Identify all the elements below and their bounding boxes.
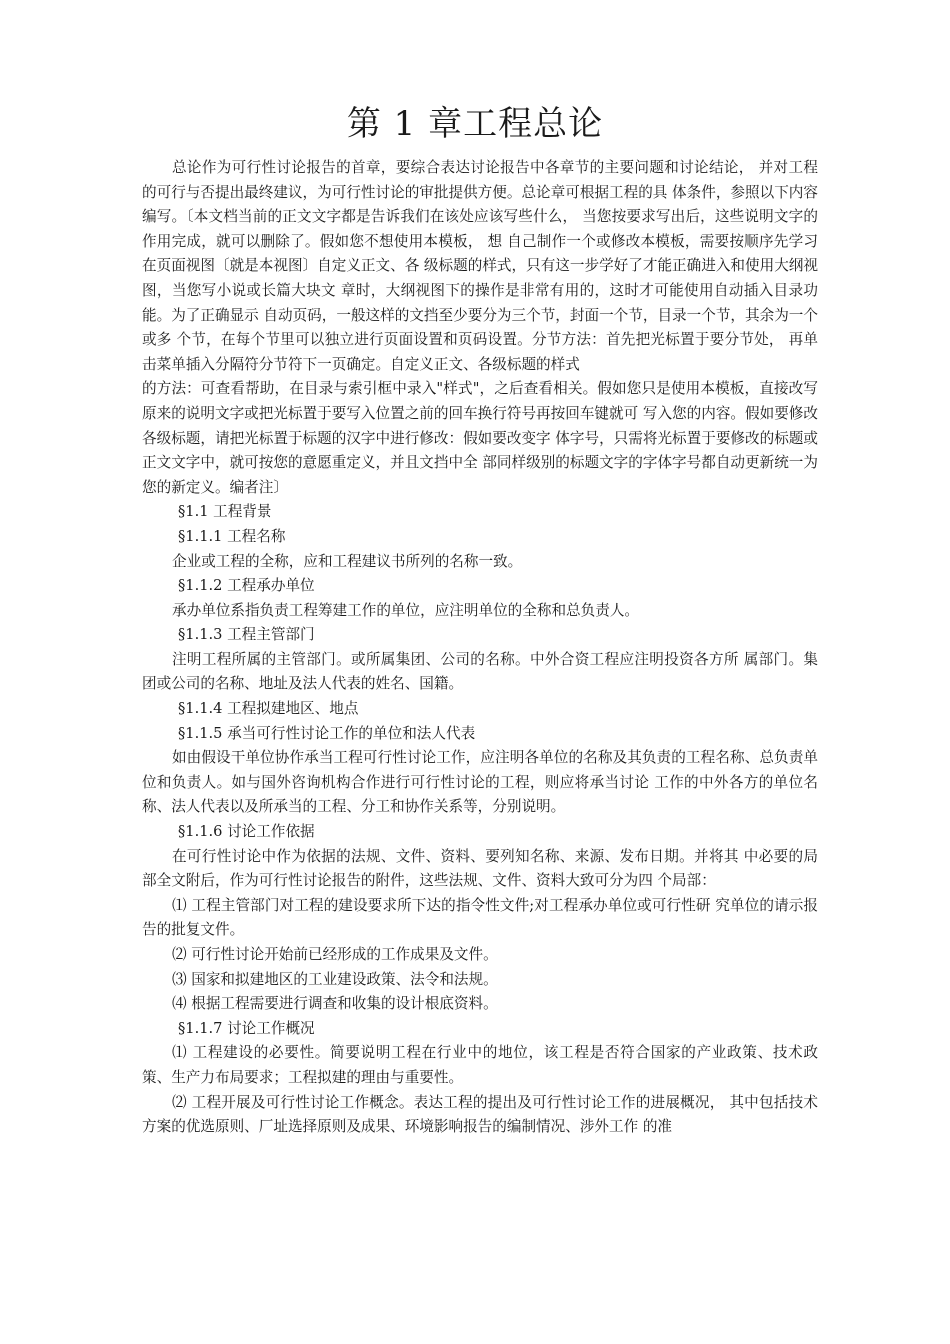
body-paragraph: ⑷ 根据工程需要进行调查和收集的设计根底资料。 bbox=[172, 995, 498, 1013]
body-paragraph: 企业或工程的全称，应和工程建议书所列的名称一致。 bbox=[172, 552, 523, 570]
body-paragraph: 承办单位系指负责工程筹建工作的单位，应注明单位的全称和总负责人。 bbox=[172, 601, 640, 619]
body-paragraph: ⑴ 工程主管部门对工程的建设要求所下达的指令性文件;对工程承办单位或可行性研 究单位的请示报告的批复文件。 bbox=[142, 896, 818, 939]
section-heading: §1.1.2 工程承办单位 bbox=[178, 577, 315, 595]
chapter-title: 第 1 章工程总论 bbox=[346, 104, 604, 144]
body-paragraph: 在可行性讨论中作为依据的法规、文件、资料、要列知名称、来源、发布日期。并将其 中必要的局部全文附后，作为可行性讨论报告的附件，这些法规、文件、资料大致可分为四 个局部： bbox=[142, 847, 818, 890]
section-heading: §1.1.7 讨论工作概况 bbox=[178, 1019, 315, 1037]
document-body bbox=[142, 156, 818, 1140]
body-paragraph: ⑵ 工程开展及可行性讨论工作概念。表达工程的提出及可行性讨论工作的进展概况， 其中包括技术方案的优选原则、厂址选择原则及成果、环境影响报告的编制情况、涉外工作 的准 bbox=[142, 1093, 818, 1136]
body-paragraph: 注明工程所属的主管部门。或所属集团、公司的名称。中外合资工程应注明投资各方所 属部门。集团或公司的名称、地址及法人代表的姓名、国籍。 bbox=[142, 650, 818, 693]
section-heading: §1.1.6 讨论工作依据 bbox=[178, 823, 315, 841]
body-paragraph: 如由假设干单位协作承当工程可行性讨论工作，应注明各单位的名称及其负责的工程名称、总负责单位和负责人。如与国外咨询机构合作进行可行性讨论的工程，则应将承当讨论 工作的中外各方的单位名称、法人代表以及所承当的工程、分工和协作关系等，分别说明。 bbox=[142, 749, 818, 816]
section-heading: §1.1.4 工程拟建地区、地点 bbox=[178, 700, 359, 718]
section-heading: §1.1.5 承当可行性讨论工作的单位和法人代表 bbox=[178, 724, 476, 742]
body-paragraph: ⑶ 国家和拟建地区的工业建设政策、法令和法规。 bbox=[172, 970, 498, 988]
body-paragraph: 的方法：可查看帮助，在目录与索引框中录入"样式"，之后查看相关。假如您只是使用本模板，直接改写原来的说明文字或把光标置于要写入位置之前的回车换行符号再按回车键就可 写入您的内容。假如要修改各级标题，请把光标置于标题的汉字中进行修改：假如要改变字 体字号，只需将光标置于要修改的标题或正文文字中，就可按您的意愿重定义，并且文挡中全 部同样级别的标题文字的字体字号都自动更新统一为您的新定义。编者注〕 bbox=[142, 380, 818, 496]
section-heading: §1.1 工程背景 bbox=[178, 503, 272, 521]
section-heading: §1.1.1 工程名称 bbox=[178, 527, 286, 545]
body-paragraph: 总论作为可行性讨论报告的首章，要综合表达讨论报告中各章节的主要问题和讨论结论， 并对工程的可行与否提出最终建议，为可行性讨论的审批提供方便。总论章可根据工程的具 体条件，参照以下内容编写。〔本文档当前的正文文字都是告诉我们在该处应该写些什么， 当您按要求写出后，这些说明文字的作用完成，就可以删除了。假如您不想使用本模板， 想 自己制作一个或修改本模板，需要按顺序先学习在页面视图〔就是本视图〕自定义正文、各 级标题的样式，只有这一步学好了才能正确进入和使用大纲视图，当您写小说或长篇大块文 章时，大纲视图下的操作是非常有用的，这时才可能使用自动插入目录功能。为了正确显示 自动页码，一般这样的文挡至少要分为三个节，封面一个节，目录一个节，其余为一个或多 个节，在每个节里可以独立进行页面设置和页码设置。分节方法：首先把光标置于要分节处， 再单击菜单插入分隔符分节符下一页确定。自定义正文、各级标题的样式 bbox=[142, 159, 818, 373]
body-paragraph: ⑵ 可行性讨论开始前已经形成的工作成果及文件。 bbox=[172, 946, 498, 963]
section-heading: §1.1.3 工程主管部门 bbox=[178, 626, 315, 644]
body-paragraph: ⑴ 工程建设的必要性。简要说明工程在行业中的地位，该工程是否符合国家的产业政策、技术政策、生产力布局要求；工程拟建的理由与重要性。 bbox=[142, 1044, 818, 1086]
